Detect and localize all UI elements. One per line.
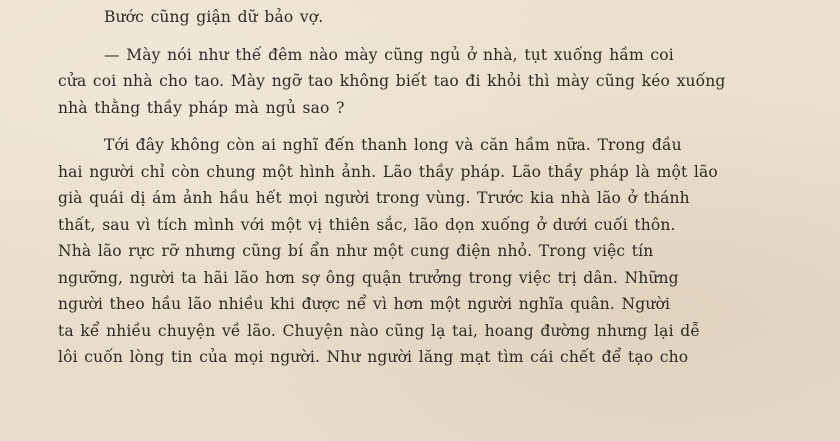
text-line: hai người chỉ còn chung một hình ảnh. Lão thầy pháp. Lão thầy pháp là một lão — [58, 162, 718, 181]
page-body-text — [58, 4, 800, 371]
paragraph-gap — [58, 31, 800, 42]
text-line: Tới đây không còn ai nghĩ đến thanh long và căn hầm nữa. Trong đầu — [104, 136, 682, 154]
text-line: ngưỡng, người ta hãi lão hơn sợ ông quận trưởng trong việc trị dân. Những — [58, 268, 679, 287]
paragraph-gap — [58, 121, 800, 132]
text-line: người theo hầu lão nhiều khi được nể vì hơn một người nghĩa quân. Người — [58, 295, 671, 313]
text-line: nhà thằng thầy pháp mà ngủ sao ? — [58, 98, 345, 117]
text-line: Bước cũng giận dữ bảo vợ. — [104, 8, 324, 26]
text-line: cửa coi nhà cho tao. Mày ngỡ tao không biết tao đi khỏi thì mày cũng kéo xuống — [58, 72, 726, 90]
text-line: lôi cuốn lòng tin của mọi người. Như người lăng mạt tìm cái chết để tạo cho — [58, 348, 689, 366]
text-line: Nhà lão rực rỡ nhưng cũng bí ẩn như một cung điện nhỏ. Trong việc tín — [58, 242, 654, 260]
text-line: ta kể nhiều chuyện về lão. Chuyện nào cũng lạ tai, hoang đường nhưng lại dễ — [58, 321, 701, 340]
text-line: — Mày nói như thế đêm nào mày cũng ngủ ở nhà, tụt xuống hầm coi — [104, 45, 674, 64]
text-line: thất, sau vì tích mình với một vị thiên sắc, lão dọn xuống ở dưới cuối thôn. — [58, 215, 676, 234]
text-line: già quái dị ám ảnh hầu hết mọi người trong vùng. Trước kia nhà lão ở thánh — [58, 189, 690, 207]
